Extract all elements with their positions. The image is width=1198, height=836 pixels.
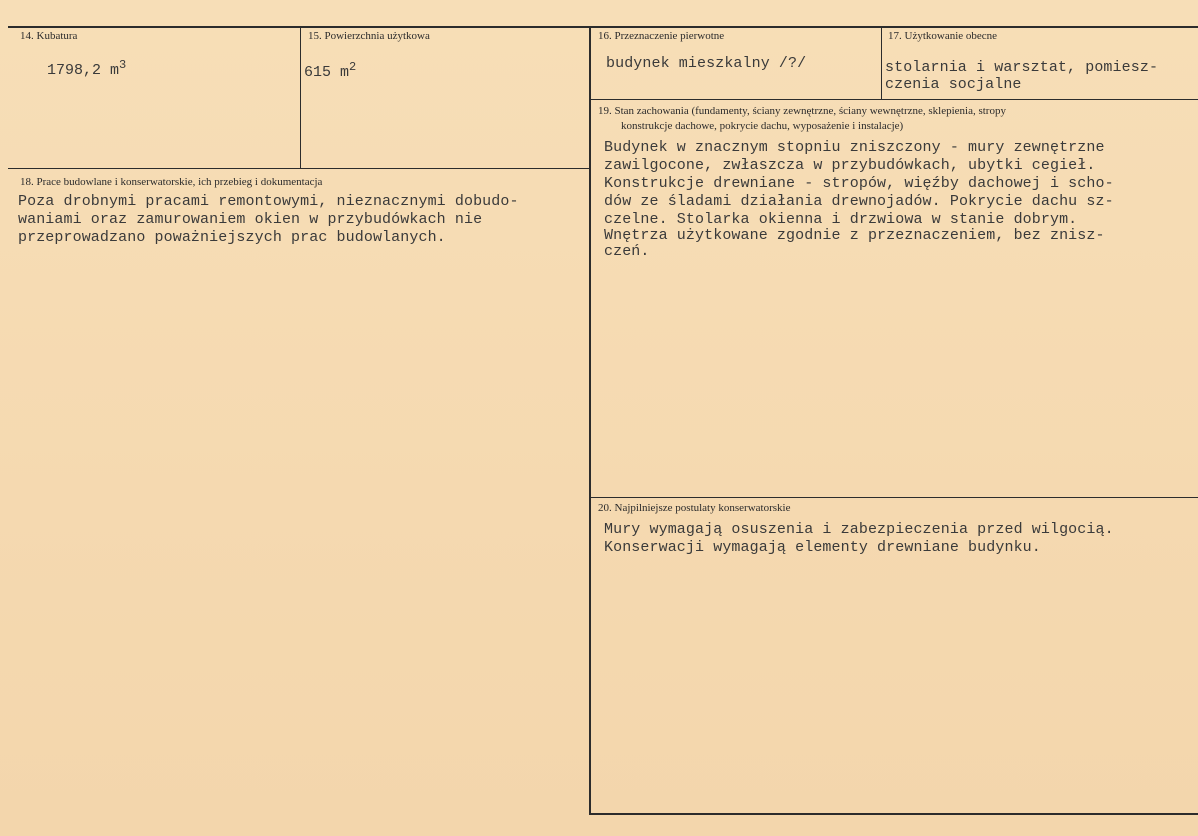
row-divider-18 (8, 168, 590, 169)
field-19-line-4: dów ze śladami działania drewnojadów. Pokrycie dachu sz- (604, 193, 1114, 210)
field-14-value: 1798,2 $m^3$ (47, 58, 127, 79)
field-17-label: 17. Użytkowanie obecne (888, 30, 998, 42)
field-14-label: 14. Kubatura (20, 30, 78, 42)
field-19-line-5: czelne. Stolarka okienna i drzwiowa w stanie dobrym. (604, 211, 1078, 228)
field-15-value: 615 $m^2$ (304, 60, 357, 81)
center-divider (589, 27, 591, 815)
field-17-line-1: stolarnia i warsztat, pomiesz- (885, 59, 1159, 76)
field-18-line-3: przeprowadzano poważniejszych prac budowlanych. (18, 229, 446, 246)
field-19-label-line-2: konstrukcje dachowe, pokrycie dachu, wyposażenie i instalacje) (621, 120, 904, 132)
field-15-label: 15. Powierzchnia użytkowa (308, 30, 430, 42)
top-border (8, 26, 1198, 28)
field-18-line-1: Poza drobnymi pracami remontowymi, nieznacznymi dobudo- (18, 193, 519, 210)
divider-14-15 (300, 27, 301, 168)
field-20-line-1: Mury wymagają osuszenia i zabezpieczenia przed wilgocią. (604, 521, 1114, 538)
row-divider-20 (590, 497, 1198, 498)
field-18-label: 18. Prace budowlane i konserwatorskie, ich przebieg i dokumentacja (20, 176, 323, 188)
field-17-line-2: czenia socjalne (885, 76, 1022, 93)
divider-16-17 (881, 27, 882, 100)
field-19-line-2: zawilgocone, zwłaszcza w przybudówkach, ubytki cegieł. (604, 157, 1096, 174)
field-16-value: budynek mieszkalny /?/ (606, 55, 807, 72)
field-18-line-2: waniami oraz zamurowaniem okien w przybudówkach nie (18, 211, 483, 228)
field-19-line-7: czeń. (604, 243, 650, 260)
bottom-border (590, 813, 1198, 815)
field-19-line-6: Wnętrza użytkowane zgodnie z przeznaczeniem, bez znisz- (604, 227, 1105, 244)
field-20-label: 20. Najpilniejsze postulaty konserwatorskie (598, 502, 791, 514)
field-16-label: 16. Przeznaczenie pierwotne (598, 30, 725, 42)
row-divider-19 (590, 99, 1198, 100)
field-20-line-2: Konserwacji wymagają elementy drewniane budynku. (604, 539, 1041, 556)
field-19-line-1: Budynek w znacznym stopniu zniszczony - mury zewnętrzne (604, 139, 1105, 156)
field-19-line-3: Konstrukcje drewniane - stropów, więźby dachowej i scho- (604, 175, 1114, 192)
field-19-label-line-1: 19. Stan zachowania (fundamenty, ściany zewnętrzne, ściany wewnętrzne, sklepienia, stropy (598, 105, 1006, 117)
